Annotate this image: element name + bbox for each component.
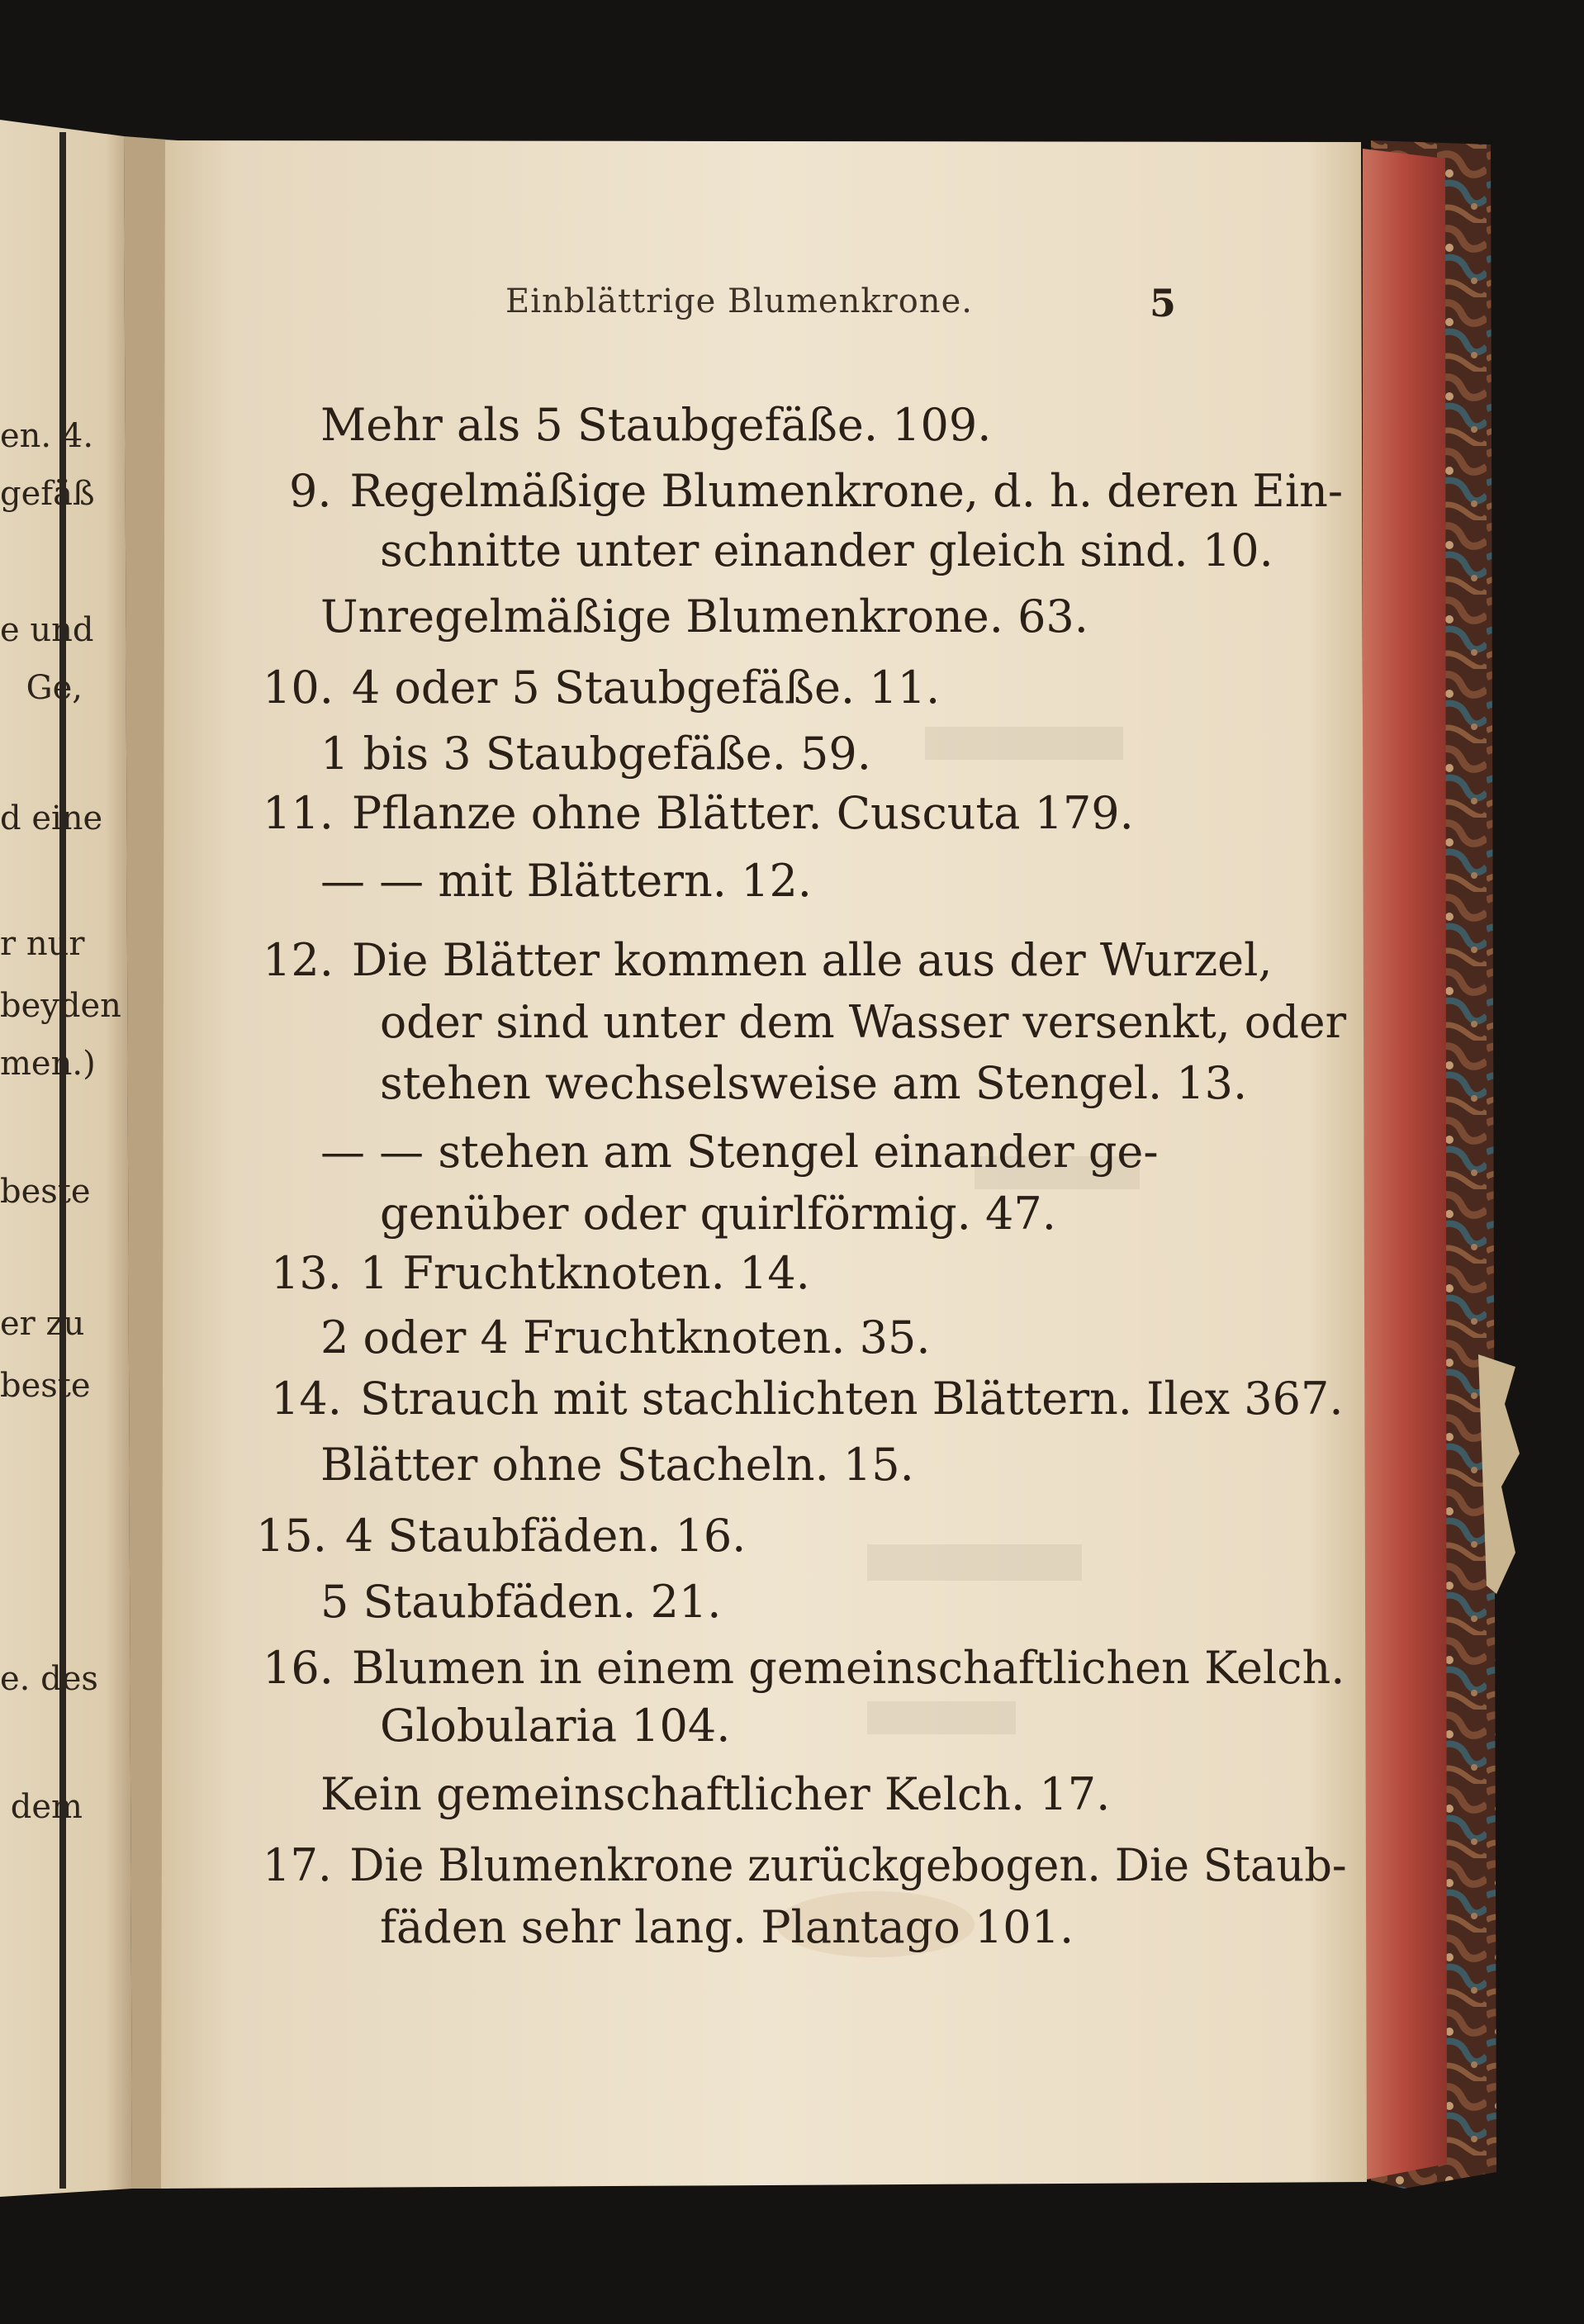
- key-line: [320, 1577, 721, 1627]
- key-text: 1 Fruchtknoten. 14.: [359, 1247, 810, 1299]
- left-fragment: beste: [0, 1173, 91, 1211]
- key-number: 11.: [263, 787, 334, 839]
- key-line: [380, 1701, 730, 1751]
- key-text: Unregelmäßige Blumenkrone. 63.: [320, 590, 1088, 643]
- key-text: oder sind unter dem Wasser versenkt, oder: [380, 996, 1347, 1048]
- left-fragment: gefäß: [0, 475, 95, 513]
- key-line: [263, 1643, 1345, 1693]
- key-text: Blumen in einem gemeinschaftlichen Kelch.: [351, 1642, 1345, 1694]
- key-number: 14.: [271, 1373, 342, 1425]
- key-line: [320, 729, 871, 779]
- key-number: 17.: [263, 1839, 332, 1891]
- key-text: genüber oder quirlförmig. 47.: [380, 1188, 1056, 1240]
- left-fragment: dem: [10, 1788, 83, 1826]
- key-number: 16.: [263, 1642, 334, 1694]
- key-line: [271, 1374, 1344, 1424]
- key-text: — — stehen am Stengel einander ge-: [320, 1126, 1159, 1178]
- key-number: 15.: [256, 1510, 327, 1562]
- key-line: [380, 526, 1273, 576]
- key-line: [263, 789, 1134, 838]
- left-fragment: Ge,: [26, 669, 83, 707]
- left-fragment: er zu: [0, 1305, 85, 1343]
- key-text: 5 Staubfäden. 21.: [320, 1576, 722, 1628]
- key-line: [380, 998, 1346, 1047]
- key-line: [380, 1903, 1074, 1952]
- left-fragment: d eine: [0, 799, 103, 837]
- left-fragment: beste: [0, 1367, 91, 1405]
- key-number: 9.: [289, 465, 332, 517]
- key-line: [380, 1059, 1247, 1108]
- key-text: Die Blätter kommen alle aus der Wurzel,: [351, 934, 1273, 986]
- left-fragment: r nur: [0, 925, 85, 963]
- key-line: [256, 1511, 746, 1561]
- key-text: Blätter ohne Stacheln. 15.: [320, 1439, 914, 1491]
- left-fragment: en. 4.: [0, 417, 94, 455]
- key-text: Mehr als 5 Staubgefäße. 109.: [320, 399, 992, 451]
- key-text: stehen wechselsweise am Stengel. 13.: [380, 1057, 1248, 1109]
- key-line: [320, 1127, 1159, 1177]
- left-fragment: beyden: [0, 987, 121, 1025]
- key-line: [320, 856, 812, 906]
- left-fragment: men.): [0, 1045, 96, 1083]
- key-line: [320, 592, 1088, 642]
- key-line: [271, 1249, 810, 1298]
- key-text: Globularia 104.: [380, 1700, 731, 1752]
- running-header: Einblättrige Blumenkrone.: [505, 282, 973, 320]
- key-text: Kein gemeinschaftlicher Kelch. 17.: [320, 1768, 1111, 1820]
- key-text: 1 bis 3 Staubgefäße. 59.: [320, 728, 871, 780]
- key-text: schnitte unter einander gleich sind. 10.: [380, 524, 1273, 576]
- key-text: Strauch mit stachlichten Blättern. Ilex 367.: [359, 1373, 1344, 1425]
- key-number: 10.: [263, 662, 334, 714]
- key-number: 13.: [271, 1247, 342, 1299]
- left-fragment: e und: [0, 611, 94, 649]
- key-text: — — mit Blättern. 12.: [320, 855, 812, 907]
- key-line: [263, 936, 1273, 985]
- key-line: [320, 1313, 931, 1363]
- key-text: 4 oder 5 Staubgefäße. 11.: [351, 662, 941, 714]
- key-line: [320, 401, 991, 450]
- key-line: [380, 1189, 1056, 1239]
- key-line: [263, 1841, 1347, 1890]
- key-text: Regelmäßige Blumenkrone, d. h. deren Ein-: [349, 465, 1344, 517]
- key-number: 12.: [263, 934, 334, 986]
- key-line: [320, 1440, 914, 1490]
- page-number: 5: [1150, 281, 1177, 325]
- key-text: Die Blumenkrone zurückgebogen. Die Staub-: [349, 1839, 1347, 1891]
- key-text: fäden sehr lang. Plantago 101.: [380, 1901, 1074, 1953]
- key-line: [289, 467, 1343, 516]
- key-line: [263, 663, 940, 713]
- key-line: [320, 1770, 1110, 1819]
- key-text: 4 Staubfäden. 16.: [344, 1510, 747, 1562]
- key-text: Pflanze ohne Blätter. Cuscuta 179.: [351, 787, 1134, 839]
- left-fragment: e. des: [0, 1660, 98, 1698]
- key-text: 2 oder 4 Fruchtknoten. 35.: [320, 1311, 931, 1364]
